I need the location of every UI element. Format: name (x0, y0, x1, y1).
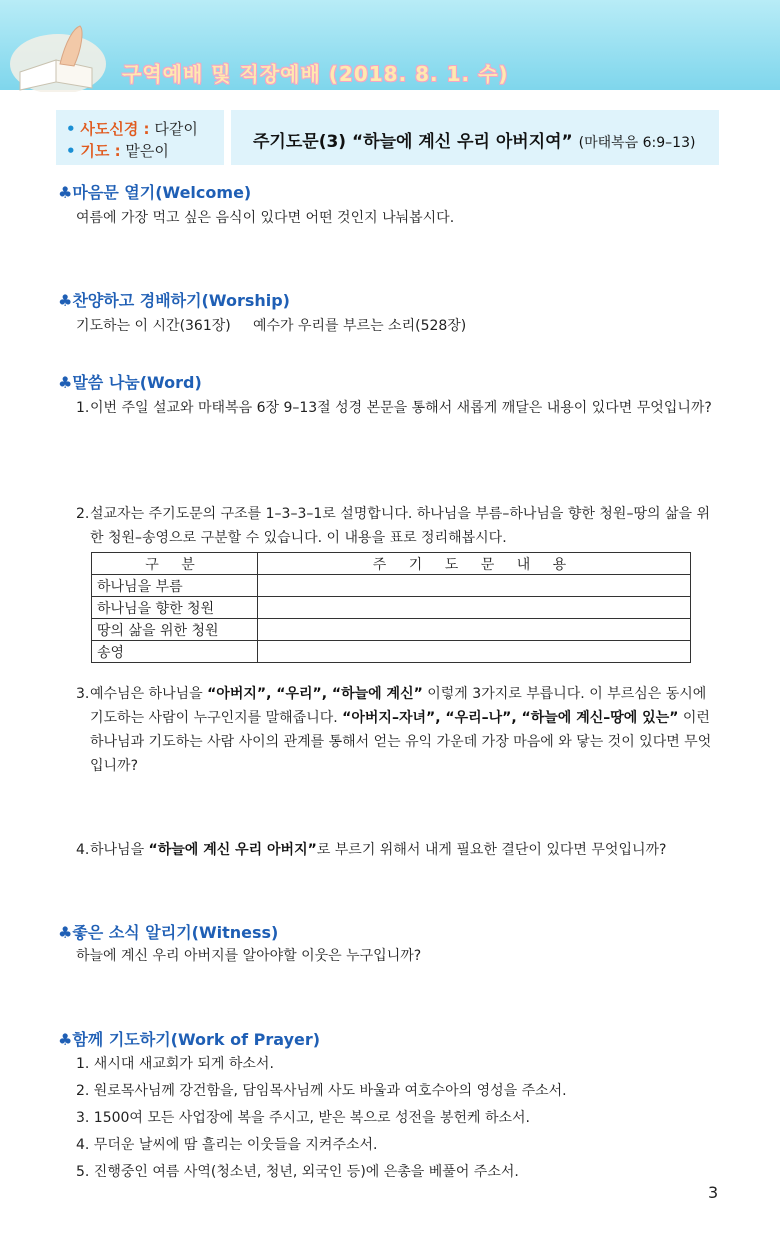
question-text: 이번 주일 설교와 마태복음 6장 9–13절 성경 본문을 통해서 새롭게 깨달은 내용이 있다면 무엇입니까? (90, 400, 712, 416)
question-number: 2. (76, 506, 90, 522)
club-icon: ♣ (58, 373, 73, 392)
table-cell-label: 땅의 삶을 위한 청원 (92, 619, 258, 641)
question-1 (76, 396, 716, 420)
witness-text: 하늘에 계신 우리 아버지를 알아야할 이웃은 누구입니까? (76, 948, 422, 964)
table-header: 주 기 도 문 내 용 (258, 553, 691, 575)
bible-praying-hands-icon (8, 20, 108, 92)
question-number: 3. (76, 686, 90, 702)
question-text: 하나님을 “하늘에 계신 우리 아버지”로 부르기 위해서 내게 필요한 결단이 있다면 무엇입니까? (90, 842, 667, 858)
list-item: 2. 원로목사님께 강건함을, 담임목사님께 사도 바울과 여호수아의 영성을 주소서. (76, 1083, 567, 1099)
question-2 (76, 502, 716, 550)
table-cell-label: 송영 (92, 641, 258, 663)
club-icon: ♣ (58, 291, 73, 310)
section-heading-welcome: ♣마음문 열기(Welcome) (58, 183, 252, 202)
list-item: 3. 1500여 모든 사업장에 복을 주시고, 받은 복으로 성전을 봉헌케 하소서. (76, 1110, 531, 1126)
question-3 (76, 682, 716, 778)
scripture-reference: (마태복음 6:9–13) (578, 135, 696, 151)
club-icon: ♣ (58, 1030, 73, 1049)
sermon-title: 주기도문(3) “하늘에 계신 우리 아버지여” (253, 132, 573, 152)
table-cell-value[interactable] (258, 641, 691, 663)
table-cell-label: 하나님을 향한 청원 (92, 597, 258, 619)
question-text: 설교자는 주기도문의 구조를 1–3–3–1로 설명합니다. 하나님을 부름–하나님을 향한 청원–땅의 삶을 위한 청원–송영으로 구분할 수 있습니다. 이 내용을 표로 정리해봅시다. (90, 506, 710, 546)
prayer-structure-table (91, 552, 691, 663)
question-text: 예수님은 하나님을 “아버지”, “우리”, “하늘에 계신” 이렇게 3가지로 부릅니다. 이 부르심은 동시에 기도하는 사람이 누구인지를 말해줍니다. “아버지–자녀”, “우리–나”, “하늘에 계신–땅에 있는” 이런 하나님과 기도하는 사람 사이의 관계를 통해서 얻는 유익 가운데 가장 마음에 와 닿는 것이 있다면 무엇입니까? (90, 686, 712, 774)
dot-icon: • (66, 142, 76, 160)
scripture-box (231, 110, 719, 165)
page-title: 구역예배 및 직장예배 (2018. 8. 1. 수) (122, 62, 509, 86)
list-item: 4. 무더운 날씨에 땀 흘리는 이웃들을 지켜주소서. (76, 1137, 378, 1153)
table-row (92, 641, 691, 663)
question-number: 4. (76, 842, 90, 858)
table-row (92, 597, 691, 619)
table-header-row (92, 553, 691, 575)
header-banner (0, 0, 780, 90)
creed-value: 다같이 (154, 120, 198, 138)
table-cell-value[interactable] (258, 619, 691, 641)
table-cell-value[interactable] (258, 575, 691, 597)
table-header: 구 분 (92, 553, 258, 575)
welcome-text: 여름에 가장 먹고 싶은 음식이 있다면 어떤 것인지 나눠봅시다. (76, 210, 455, 226)
prayer-value: 맡은이 (125, 142, 169, 160)
creed-line (66, 118, 198, 139)
question-4 (76, 838, 716, 862)
club-icon: ♣ (58, 923, 73, 942)
table-row (92, 575, 691, 597)
page-number: 3 (708, 1183, 719, 1202)
dot-icon: • (66, 120, 76, 138)
service-info-box (56, 110, 224, 165)
creed-label: 사도신경 : (80, 120, 150, 138)
question-number: 1. (76, 400, 90, 416)
prayer-line (66, 140, 169, 161)
section-heading-prayer: ♣함께 기도하기(Work of Prayer) (58, 1030, 321, 1049)
table-row (92, 619, 691, 641)
section-heading-word: ♣말씀 나눔(Word) (58, 373, 202, 392)
scripture-title (253, 127, 695, 152)
club-icon: ♣ (58, 183, 73, 202)
table-cell-value[interactable] (258, 597, 691, 619)
section-heading-witness: ♣좋은 소식 알리기(Witness) (58, 923, 279, 942)
section-heading-worship: ♣찬양하고 경배하기(Worship) (58, 291, 290, 310)
table-cell-label: 하나님을 부름 (92, 575, 258, 597)
worship-hymns: 기도하는 이 시간(361장) 예수가 우리를 부르는 소리(528장) (76, 318, 467, 334)
list-item: 5. 진행중인 여름 사역(청소년, 청년, 외국인 등)에 은총을 베풀어 주소서. (76, 1164, 519, 1180)
list-item: 1. 새시대 새교회가 되게 하소서. (76, 1056, 274, 1072)
prayer-label: 기도 : (80, 142, 121, 160)
